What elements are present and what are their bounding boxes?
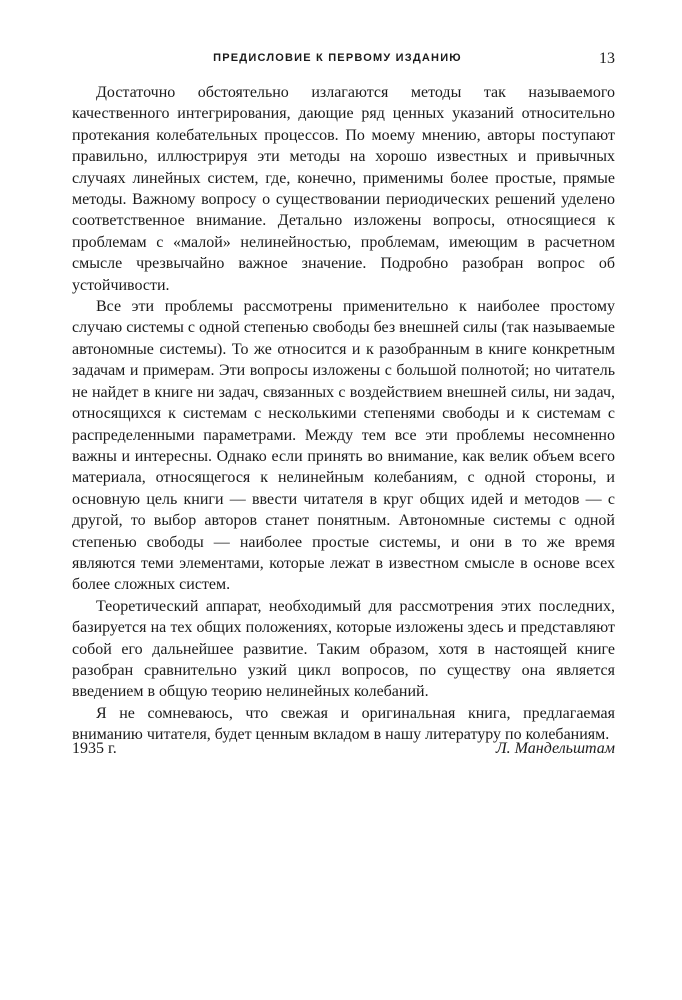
running-head xyxy=(60,50,615,70)
paragraph-1: Достаточно обстоятельно излагаются методы так называемого качественного интегрирования, дающие ряд ценных указаний относительно протекания колебательных процессов. По моему мнению, авторы поступают правильно, иллюстрируя эти методы на хорошо известных и привычных случаях линейных систем, где, конечно, применимы более простые, прямые методы. Важному вопросу о существовании периодических решений уделено соответственное внимание. Детально изложены вопросы, относящиеся к проблемам с «малой» нелинейностью, проблемам, имеющим в расчетном смысле чрезвычайно важное значение. Подробно разобран вопрос об устойчивости. xyxy=(72,84,615,294)
running-title: ПРЕДИСЛОВИЕ К ПЕРВОМУ ИЗДАНИЮ xyxy=(213,52,462,64)
body-text xyxy=(72,82,615,746)
signature-year: 1935 г. xyxy=(72,740,117,757)
paragraph-2: Все эти проблемы рассмотрены применительно к наиболее простому случаю системы с одной степенью свободы без внешней силы (так называемые автономные системы). То же относится и к разобранным в книге конкретным задачам и примерам. Эти вопросы изложены с большой полнотой; но читатель не найдет в книге ни задач, связанных с воздействием внешней силы, ни задач, относящихся к системам с несколькими степенями свободы и к системам с распределенными параметрами. Между тем все эти проблемы несомненно важны и интересны. Однако если принять во внимание, как велик объем всего материала, относящегося к нелинейным колебаниям, с одной стороны, и основную цель книги — ввести читателя в круг общих идей и методов — с другой, то выбор авторов станет понятным. Автономные системы с одной степенью свободы — наиболее простые системы, и они в то же время являются теми элементами, которые лежат в известном смысле в основе всех более сложных систем. xyxy=(72,298,615,594)
page-number: 13 xyxy=(599,50,615,67)
paragraph-3: Теоретический аппарат, необходимый для рассмотрения этих последних, базируется на тех общих положениях, которые изложены здесь и представляют собой его дальнейшее развитие. Таким образом, хотя в настоящей книге разобран сравнительно узкий цикл вопросов, по существу она является введением в общую теорию нелинейных колебаний. xyxy=(72,597,615,701)
signature-author: Л. Мандельштам xyxy=(495,740,615,757)
signature-row xyxy=(72,740,615,764)
paragraph-4: Я не сомневаюсь, что свежая и оригинальная книга, предлагаемая вниманию читателя, будет ценным вкладом в нашу литературу по колебаниям. xyxy=(72,704,615,744)
